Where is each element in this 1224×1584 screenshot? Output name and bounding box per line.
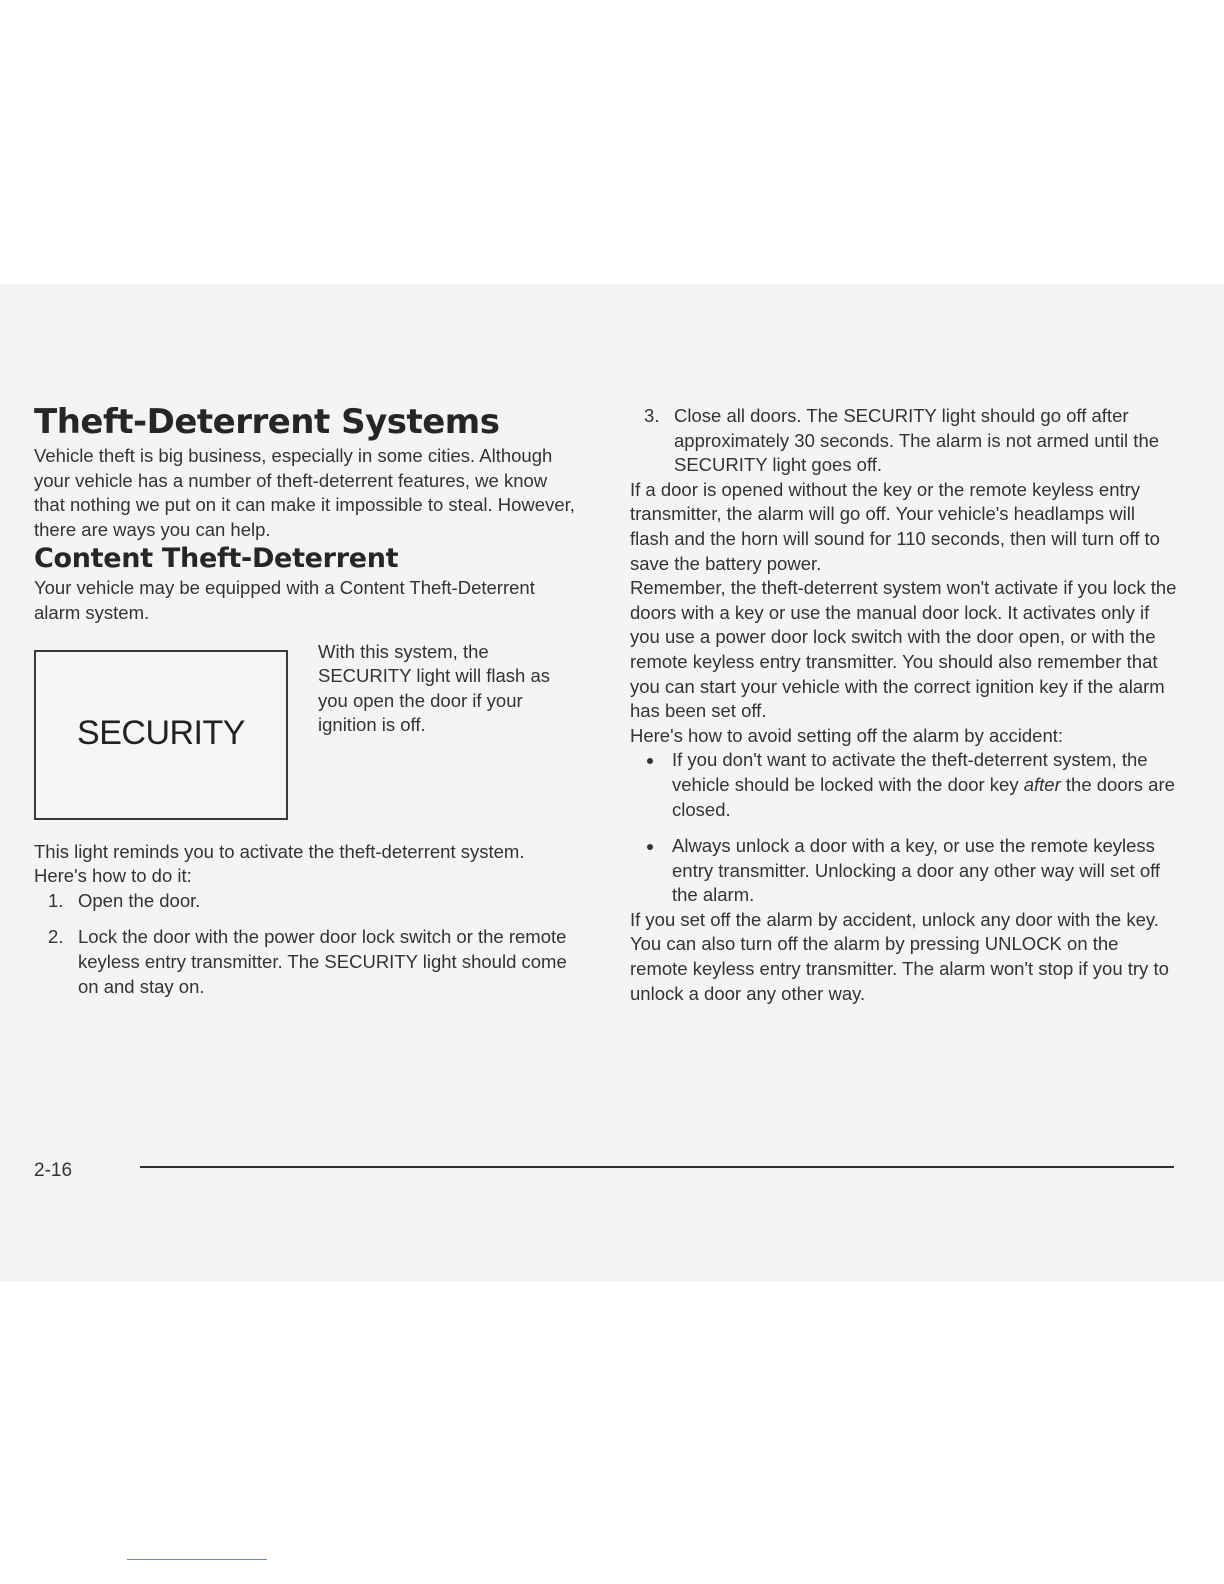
avoid-alarm-intro: Here's how to avoid setting off the alarm by accident: bbox=[630, 724, 1064, 746]
bullet-text-emphasis: after bbox=[1023, 773, 1061, 795]
activation-steps bbox=[34, 889, 579, 999]
step-number: 1. bbox=[48, 889, 64, 911]
avoid-alarm-list bbox=[630, 748, 1178, 908]
section-intro-paragraph: Your vehicle may be equipped with a Content Theft-Deterrent alarm system. bbox=[34, 577, 535, 623]
intro-paragraph: Vehicle theft is big business, especially in some cities. Although your vehicle has a number of theft-deterrent features, we know that nothing we put on it can make it impossible to steal. However, there are ways you can help. bbox=[34, 445, 575, 540]
reminder-paragraph: This light reminds you to activate the theft-deterrent system. Here's how to do it: bbox=[34, 840, 525, 887]
step-text: Close all doors. The SECURITY light should go off after approximately 30 seconds. The alarm is not armed until the SECURITY light goes off. bbox=[674, 405, 1160, 476]
step-item bbox=[34, 889, 579, 914]
section-title: Content Theft-Deterrent bbox=[34, 543, 399, 575]
bullet-text-end: the doors are closed. bbox=[672, 773, 1175, 820]
security-light-figure bbox=[34, 640, 579, 840]
step-item bbox=[34, 925, 579, 999]
list-item bbox=[630, 834, 1178, 908]
bullet-icon bbox=[647, 844, 653, 850]
step-text: Open the door. bbox=[78, 889, 201, 911]
bullet-text: Always unlock a door with a key, or use the remote keyless entry transmitter. Unlocking a door any other way will set off the alarm. bbox=[672, 835, 1161, 906]
right-column bbox=[630, 404, 1178, 1006]
security-indicator-box bbox=[34, 650, 288, 820]
list-item bbox=[630, 748, 1178, 822]
bullet-icon bbox=[647, 758, 653, 764]
remember-paragraph: Remember, the theft-deterrent system won't activate if you lock the doors with a key or use the manual door lock. It activates only if you use a power door lock switch with the door open, or with the remote keyless entry transmitter. You should also remember that you can start your vehicle with the correct ignition key if the alarm has been set off. bbox=[630, 577, 1177, 722]
page-title: Theft-Deterrent Systems bbox=[34, 402, 500, 442]
step-item bbox=[630, 404, 1178, 478]
bullet-text-start: If you don't want to activate the theft-deterrent system, the vehicle should be locked with the door key bbox=[672, 749, 1148, 795]
page-number: 2-16 bbox=[34, 1160, 73, 1181]
activation-steps-continued bbox=[630, 404, 1178, 478]
accident-paragraph: If you set off the alarm by accident, unlock any door with the key. You can also turn off the alarm by pressing UNLOCK on the remote keyless entry transmitter. The alarm won't stop if you try to unlock a door any other way. bbox=[630, 908, 1169, 1004]
step-number: 2. bbox=[48, 926, 64, 948]
step-text: Lock the door with the power door lock switch or the remote keyless entry transmitter. The SECURITY light should come on and stay on. bbox=[78, 926, 567, 997]
door-opened-paragraph: If a door is opened without the key or the remote keyless entry transmitter, the alarm will go off. Your vehicle's headlamps will flash and the horn will sound for 110 seconds, then will turn off to save the battery power. bbox=[630, 478, 1160, 574]
step-number: 3. bbox=[644, 405, 660, 426]
bottom-underline bbox=[127, 1559, 267, 1560]
security-light-description: With this system, the SECURITY light will flash as you open the door if your ignition is off. bbox=[318, 640, 551, 736]
footer-divider bbox=[140, 1166, 1174, 1168]
security-indicator-label: SECURITY bbox=[77, 713, 245, 752]
left-column bbox=[34, 400, 579, 999]
